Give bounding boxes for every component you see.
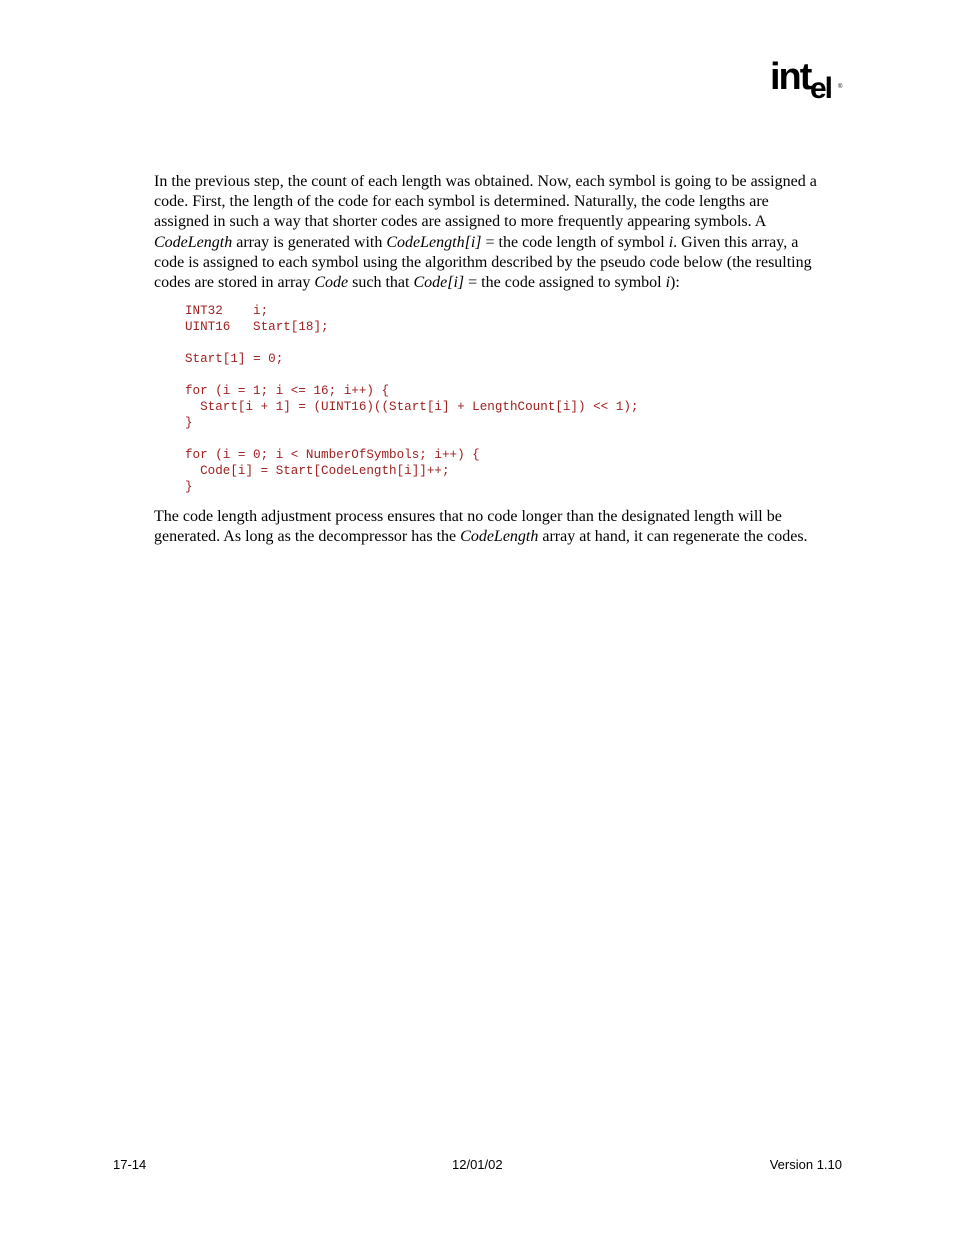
pseudo-code-block: INT32 i; UINT16 Start[18]; Start[1] = 0; for (i = 1; i <= 16; i++) { Start[i + 1] = (UINT16)((Start[i] + LengthCount[i]) << 1); } for (i = 0; i < NumberOfSymbols; i++) { Code[i] = Start[CodeLength[i]]++; }: [185, 304, 639, 495]
footer-page-number: 17-14: [113, 1157, 147, 1172]
intel-logo-int: int: [770, 56, 811, 98]
footer-date: 12/01/02: [452, 1157, 503, 1172]
closing-paragraph: The code length adjustment process ensures that no code longer than the designated length will be generated. As long as the decompressor has the CodeLength array at hand, it can regenerate the codes.: [154, 508, 808, 546]
footer-version: Version 1.10: [769, 1157, 842, 1172]
registered-mark-icon: ®: [838, 84, 843, 90]
intel-logo: [770, 58, 850, 104]
intro-paragraph: In the previous step, the count of each length was obtained. Now, each symbol is going to be assigned a code. First, the length of the code for each symbol is determined. Naturally, the code lengths are assigned in such a way that shorter codes are assigned to more frequently appearing symbols. A CodeLength array is generated with CodeLength[i] = the code length of symbol i. Given this array, a code is assigned to each symbol using the algorithm described by the pseudo code below (the resulting codes are stored in array Code such that Code[i] = the code assigned to symbol i):: [154, 173, 817, 292]
page-body: [154, 172, 826, 548]
intel-logo-el: el: [810, 72, 832, 105]
